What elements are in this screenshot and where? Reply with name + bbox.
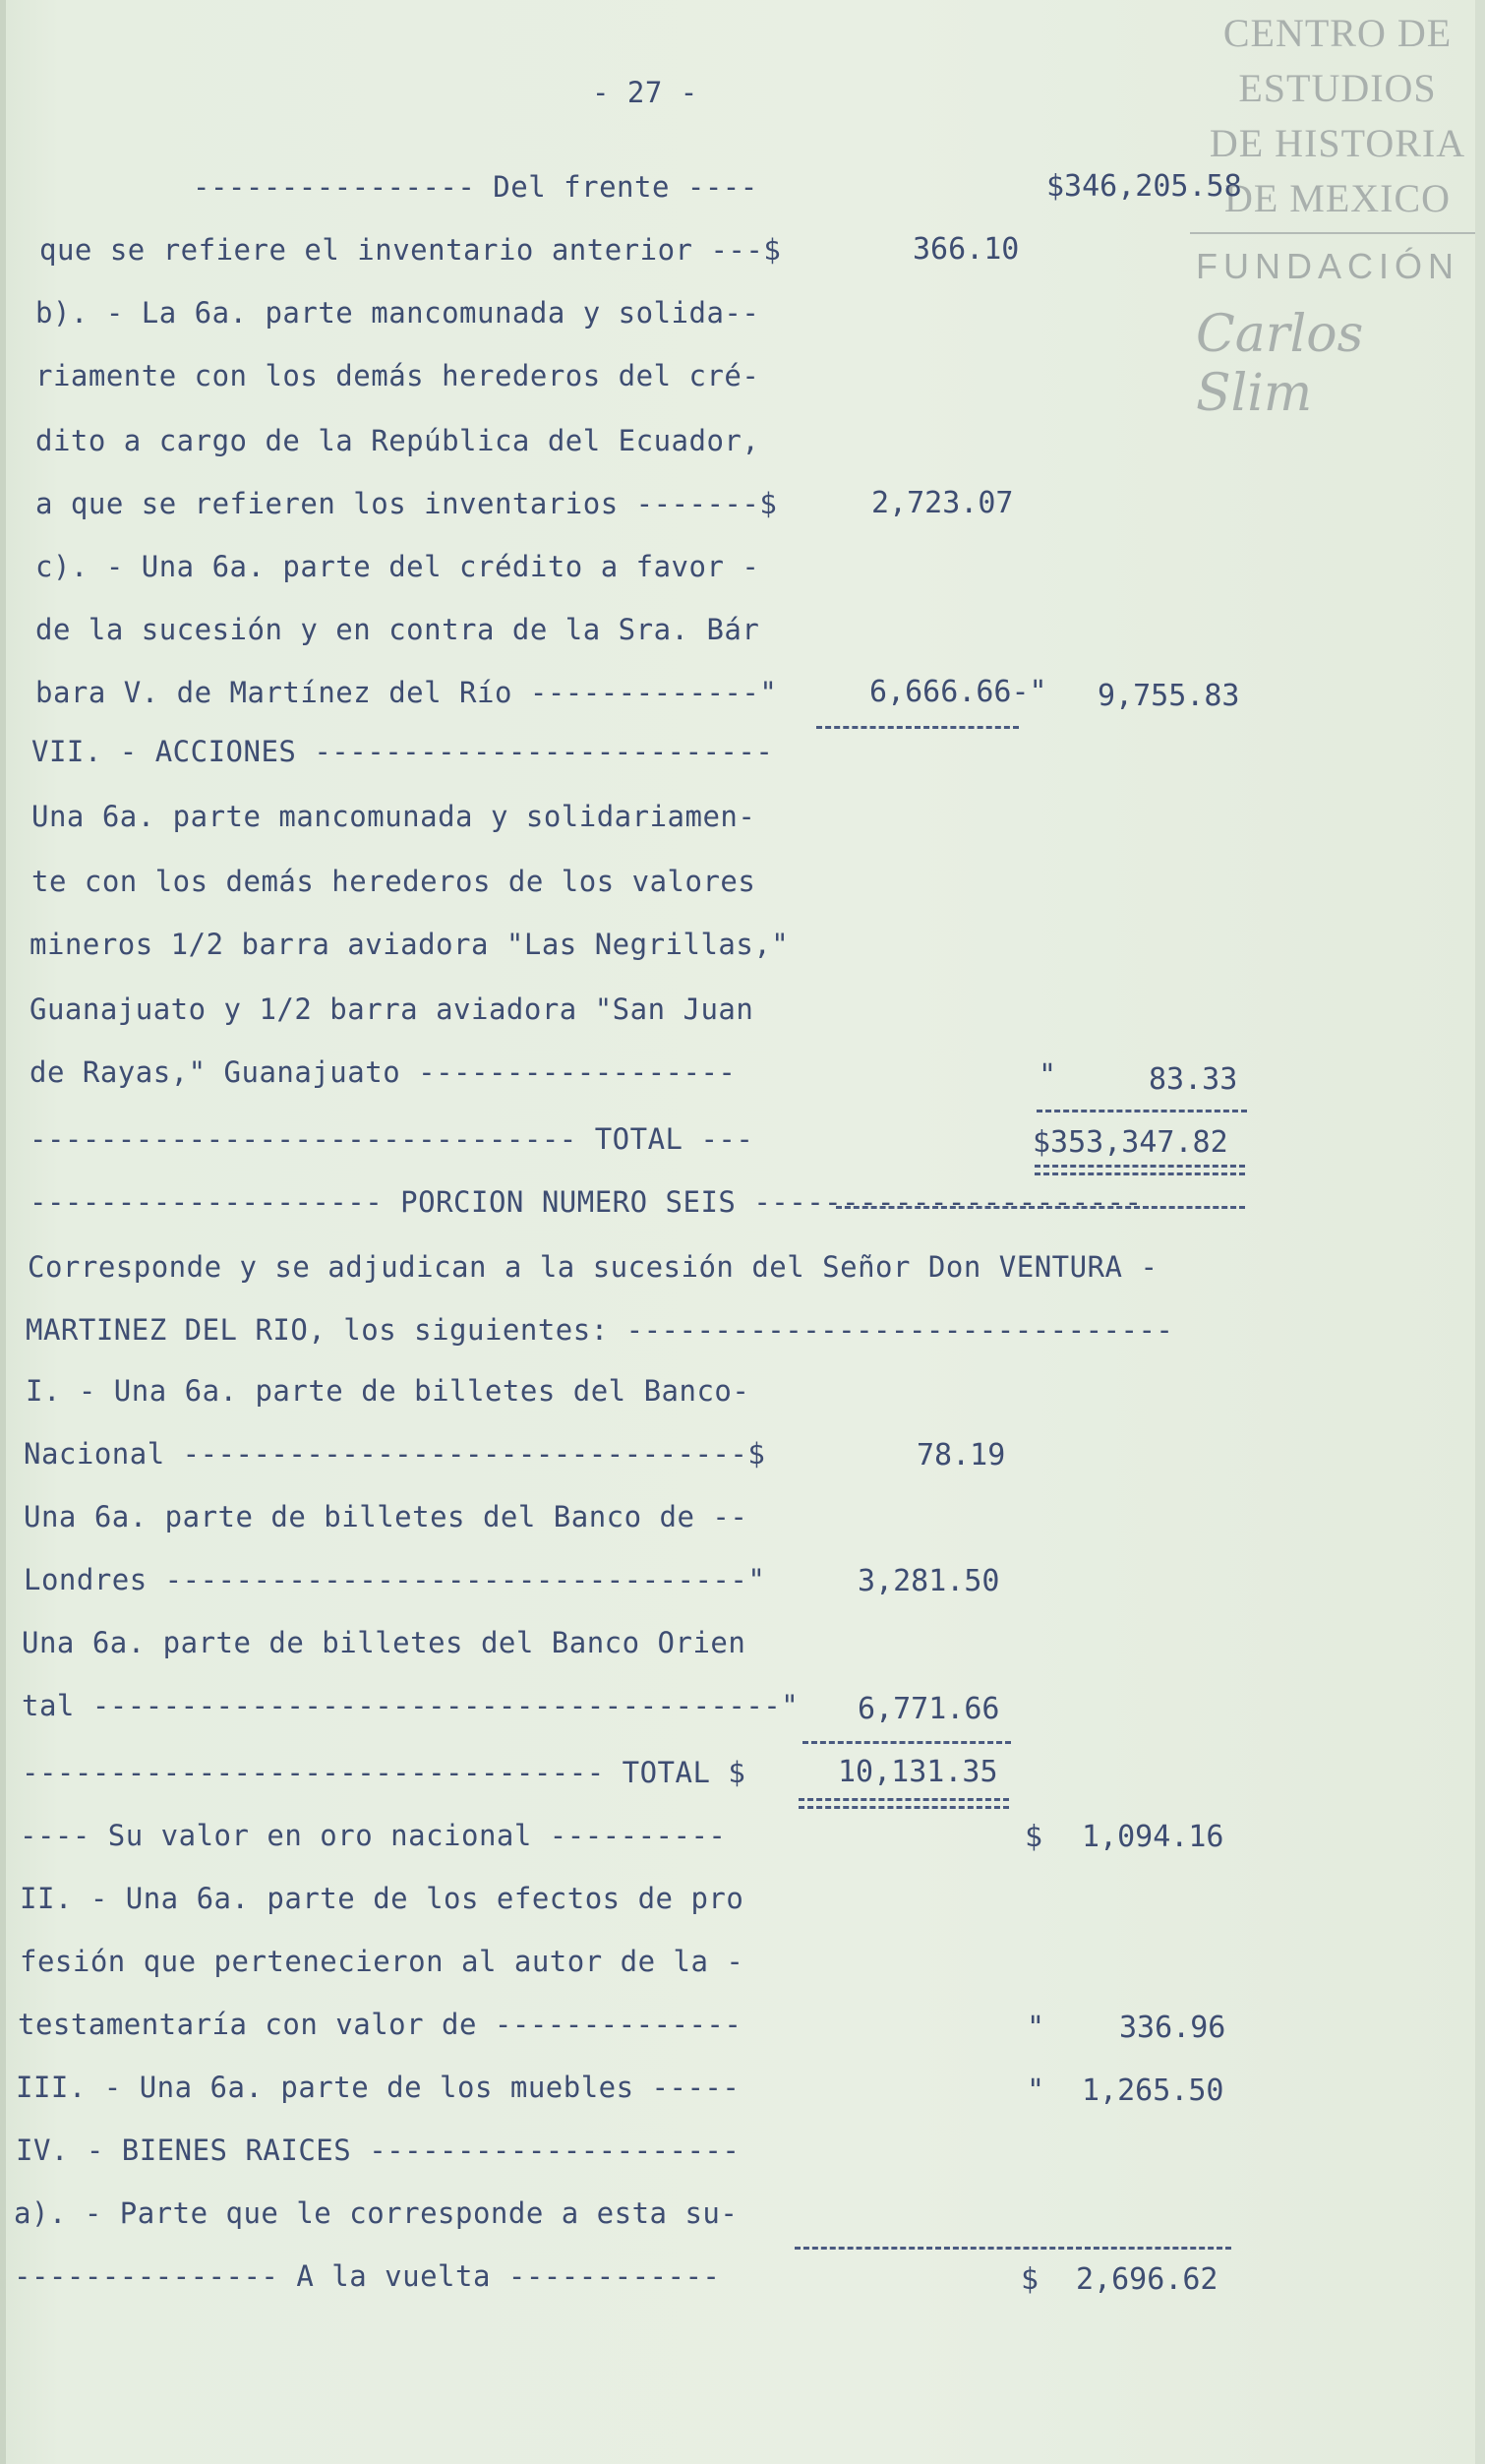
text-line: de Rayas," Guanajuato ------------------ — [30, 1055, 737, 1089]
text-line: que se refiere el inventario anterior ---$ — [39, 233, 782, 267]
page-left-edge — [0, 0, 6, 2464]
dashed-rule — [799, 1798, 1009, 1801]
text-line: III. - Una 6a. parte de los muebles ----- — [16, 2071, 741, 2104]
text-line: Guanajuato y 1/2 barra aviadora "San Juan — [30, 992, 754, 1026]
text-line: Londres ---------------------------------" — [24, 1563, 766, 1596]
text-line: c). - Una 6a. parte del crédito a favor - — [35, 550, 760, 583]
text-line: I. - Una 6a. parte de billetes del Banco- — [26, 1374, 750, 1408]
amount: " — [1039, 1058, 1057, 1093]
text-line: b). - La 6a. parte mancomunada y solida-- — [35, 296, 760, 330]
text-line: dito a cargo de la República del Ecuador, — [35, 424, 760, 457]
text-line: Corresponde y se adjudican a la sucesión del Señor Don VENTURA - — [28, 1250, 1158, 1284]
dashed-rule — [1035, 1165, 1245, 1168]
amount: 6,666.66-" — [869, 675, 1047, 709]
text-line: ---- Su valor en oro nacional ---------- — [20, 1819, 727, 1852]
text-line: --------------- A la vuelta ------------ — [14, 2259, 721, 2293]
watermark-divider — [1190, 232, 1475, 234]
text-line: bara V. de Martínez del Río -------------" — [35, 676, 778, 709]
text-line: II. - Una 6a. parte de los efectos de pro — [20, 1882, 744, 1915]
text-line: testamentaría con valor de -------------- — [18, 2008, 742, 2041]
dashed-rule — [1035, 1172, 1245, 1175]
dashed-rule — [836, 1206, 1245, 1209]
text-line: Nacional --------------------------------$ — [24, 1437, 766, 1471]
amount: 1,265.50 — [1082, 2073, 1224, 2108]
text-line: MARTINEZ DEL RIO, los siguientes: ------------------------------- — [26, 1313, 1174, 1347]
watermark-signature: Carlos Slim — [1196, 305, 1364, 423]
dashed-rule — [816, 726, 1019, 729]
amount: $346,205.58 — [1046, 169, 1242, 204]
text-line: te con los demás herederos de los valores — [31, 865, 756, 898]
text-line: Una 6a. parte mancomunada y solidariamen- — [31, 800, 756, 833]
dashed-rule — [795, 2247, 1231, 2250]
dashed-rule — [1037, 1110, 1247, 1112]
section-heading: -------------------- PORCION NUMERO SEIS ---------------------- — [30, 1185, 1143, 1219]
watermark-line: ESTUDIOS — [1238, 66, 1437, 110]
dashed-rule — [799, 1806, 1009, 1809]
text-line: --------------------------------- TOTAL $ — [22, 1756, 746, 1789]
watermark-line: DE HISTORIA — [1209, 121, 1466, 165]
amount: 6,771.66 — [858, 1692, 1000, 1726]
text-line: Una 6a. parte de billetes del Banco Orien — [22, 1626, 746, 1659]
text-line: fesión que pertenecieron al autor de la - — [20, 1945, 744, 1978]
amount: 78.19 — [917, 1438, 1006, 1472]
text-line: VII. - ACCIONES -------------------------- — [31, 735, 774, 768]
text-line: de la sucesión y en contra de la Sra. Bár — [35, 613, 760, 646]
amount: $ — [1021, 2262, 1040, 2297]
text-line: IV. - BIENES RAICES --------------------- — [16, 2133, 741, 2167]
text-line: tal ---------------------------------------" — [22, 1689, 800, 1722]
amount: 336.96 — [1119, 2011, 1226, 2045]
amount: " — [1027, 2073, 1045, 2108]
watermark-line: CENTRO DE — [1222, 11, 1453, 55]
amount: 83.33 — [1149, 1062, 1238, 1097]
text-line: Una 6a. parte de billetes del Banco de -- — [24, 1500, 748, 1533]
page-number: - 27 - — [592, 76, 698, 109]
text-line: a). - Parte que le corresponde a esta su- — [14, 2196, 739, 2230]
amount: 2,723.07 — [871, 486, 1014, 520]
amount: 10,131.35 — [838, 1755, 998, 1789]
amount: 1,094.16 — [1082, 1820, 1224, 1854]
text-line: a que se refieren los inventarios -------$ — [35, 487, 778, 520]
amount: $ — [1025, 1820, 1043, 1854]
watermark-line: DE MEXICO — [1223, 176, 1452, 220]
text-line: ---------------- Del frente ---- — [193, 170, 758, 204]
amount: $353,347.82 — [1033, 1125, 1228, 1160]
watermark-foundation: FUNDACIÓN — [1196, 246, 1459, 286]
amount: 2,696.62 — [1076, 2262, 1218, 2297]
text-line: mineros 1/2 barra aviadora "Las Negrillas," — [30, 928, 790, 961]
amount: " — [1027, 2011, 1045, 2045]
text-line: ------------------------------- TOTAL --- — [30, 1122, 754, 1156]
amount: 3,281.50 — [858, 1564, 1000, 1598]
amount: 9,755.83 — [1098, 679, 1240, 713]
dashed-rule — [802, 1741, 1011, 1744]
text-line: riamente con los demás herederos del cré- — [35, 359, 760, 392]
amount: 366.10 — [913, 232, 1020, 267]
